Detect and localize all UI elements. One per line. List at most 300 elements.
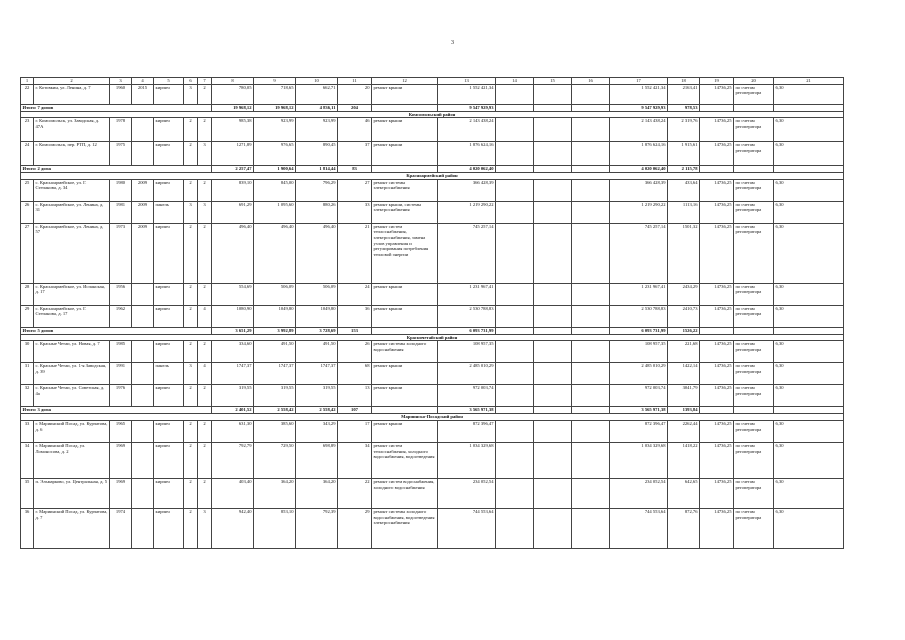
table-cell xyxy=(572,305,610,327)
table-cell: 780,05 xyxy=(212,84,254,104)
subtotal-cell xyxy=(734,407,774,414)
table-cell: 221,68 xyxy=(668,341,700,363)
subtotal-cell xyxy=(372,407,438,414)
subtotal-cell: 1 900,64 xyxy=(254,166,296,173)
table-cell: ремонт крыши xyxy=(372,363,438,385)
subtotal-cell: 1393,84 xyxy=(668,407,700,414)
subtotal-cell xyxy=(734,166,774,173)
district-row xyxy=(21,111,844,118)
table-cell: 2163,41 xyxy=(668,84,700,104)
table-cell: г. Котовкин, ул. Ленина, д. 7 xyxy=(34,84,110,104)
table-cell: г. Мариинский Посад, ул. Курчатова, д. 6 xyxy=(34,420,110,442)
table-cell: 23 xyxy=(21,118,34,142)
table-cell: 14736,25 xyxy=(700,118,734,142)
table-cell: 2 xyxy=(184,420,198,442)
table-cell: ремонт системы холодного водоснабжения xyxy=(372,341,438,363)
table-cell xyxy=(534,118,572,142)
table-cell: 2 xyxy=(198,283,212,305)
table-cell: ремонт систем теплоснабжения, электроснабжения, замена узлов управления и регулирования потребления тепловой энергии xyxy=(372,223,438,283)
table-cell xyxy=(534,305,572,327)
table-cell: 33 xyxy=(21,420,34,442)
table-cell: с. Красные Четаи, ул. 1-я Заводская, д. 39 xyxy=(34,363,110,385)
table-cell xyxy=(572,118,610,142)
table-cell: 6,30 xyxy=(774,118,844,142)
table-cell: 1422,14 xyxy=(668,363,700,385)
table-cell: по счетам регоператора xyxy=(734,442,774,478)
table-cell: ремонт системы электроснабжения xyxy=(372,179,438,201)
table-cell: 1 915,61 xyxy=(668,142,700,166)
table-cell: 4 xyxy=(198,305,212,327)
table-cell: 972 003,74 xyxy=(438,385,496,407)
table-cell: 29 xyxy=(21,305,34,327)
table-cell: 2 xyxy=(184,142,198,166)
table-cell: 6,30 xyxy=(774,201,844,223)
table-cell xyxy=(534,179,572,201)
table-cell: 6,30 xyxy=(774,305,844,327)
column-number: 13 xyxy=(438,78,496,85)
table-cell xyxy=(534,442,572,478)
table-cell: ремонт систем водоснабжения, холодного водоснабжения xyxy=(372,478,438,508)
table-cell: 985,38 xyxy=(212,118,254,142)
table-cell: 1975 xyxy=(110,142,132,166)
table-cell: 631,30 xyxy=(212,420,254,442)
table-cell xyxy=(572,201,610,223)
subtotal-cell xyxy=(372,327,438,334)
table-row xyxy=(21,363,844,385)
subtotal-cell: 19 968,12 xyxy=(212,104,254,111)
table-cell xyxy=(132,420,154,442)
table-cell: 1962 xyxy=(110,305,132,327)
table-cell: кирпич xyxy=(154,508,184,548)
subtotal-cell: 2 115,78 xyxy=(668,166,700,173)
table-cell: 2 xyxy=(184,478,198,508)
table-cell: ремонт крыши xyxy=(372,283,438,305)
table-cell: 2 xyxy=(198,478,212,508)
table-cell: 662,71 xyxy=(296,84,338,104)
table-cell: 718,65 xyxy=(254,84,296,104)
table-cell: 2 xyxy=(198,442,212,478)
table-cell: ремонт крыши xyxy=(372,84,438,104)
table-cell: 890,45 xyxy=(296,142,338,166)
table-cell: 6,30 xyxy=(774,363,844,385)
table-cell: кирпич xyxy=(154,283,184,305)
table-cell xyxy=(132,478,154,508)
column-number: 6 xyxy=(184,78,198,85)
table-cell: 14736,25 xyxy=(700,508,734,548)
table-cell: 839,10 xyxy=(212,179,254,201)
table-cell: кирпич xyxy=(154,223,184,283)
table-cell: г. Комсомольск, пер. РТП, д. 12 xyxy=(34,142,110,166)
subtotal-cell xyxy=(372,104,438,111)
table-cell: 2434,29 xyxy=(668,283,700,305)
table-cell: 2009 xyxy=(132,201,154,223)
table-cell: 3 xyxy=(198,201,212,223)
subtotal-cell: 2 257,47 xyxy=(212,166,254,173)
column-number: 20 xyxy=(734,78,774,85)
table-cell xyxy=(132,508,154,548)
table-cell xyxy=(496,142,534,166)
table-cell: 2 xyxy=(184,385,198,407)
table-cell: 32 xyxy=(21,385,34,407)
table-cell: 6,30 xyxy=(774,385,844,407)
table-cell: 433,64 xyxy=(668,179,700,201)
table-cell: кирпич xyxy=(154,385,184,407)
table-cell: по счетам регоператора xyxy=(734,478,774,508)
table-cell: 27 xyxy=(21,223,34,283)
table-cell xyxy=(572,283,610,305)
table-row xyxy=(21,201,844,223)
table-cell xyxy=(132,442,154,478)
table-cell: 2 xyxy=(184,442,198,478)
table-cell: 506,09 xyxy=(254,283,296,305)
table-cell: по счетам регоператора xyxy=(734,283,774,305)
table-cell: 972 003,74 xyxy=(610,385,668,407)
table-cell: 319,55 xyxy=(254,385,296,407)
table-cell: по счетам регоператора xyxy=(734,179,774,201)
table-cell: 1747,37 xyxy=(212,363,254,385)
table-cell: 366 428,39 xyxy=(610,179,668,201)
table-cell: кирпич xyxy=(154,442,184,478)
table-cell: 25 xyxy=(21,179,34,201)
table-cell: г. Мариинский Посад, ул. Курчатова, д. 7 xyxy=(34,508,110,548)
table-cell: 319,55 xyxy=(296,385,338,407)
table-cell xyxy=(496,478,534,508)
table-cell: 729,50 xyxy=(254,442,296,478)
table-cell: 1985 xyxy=(110,341,132,363)
subtotal-cell xyxy=(700,104,734,111)
table-cell: 36 xyxy=(338,305,372,327)
table-cell: 6,30 xyxy=(774,84,844,104)
table-cell: 491,50 xyxy=(296,341,338,363)
subtotal-cell xyxy=(496,407,534,414)
table-cell xyxy=(496,305,534,327)
table-row xyxy=(21,478,844,508)
table-cell: 366 428,39 xyxy=(438,179,496,201)
column-number: 18 xyxy=(668,78,700,85)
table-cell: 1080,90 xyxy=(212,305,254,327)
table-cell: 2 xyxy=(184,223,198,283)
table-cell: ремонт крыши xyxy=(372,385,438,407)
table-cell: 1 876 624,16 xyxy=(438,142,496,166)
subtotal-cell xyxy=(734,327,774,334)
table-cell: 364,20 xyxy=(296,478,338,508)
district-name: Комсомольский район xyxy=(21,111,844,118)
table-cell: 1976 xyxy=(110,385,132,407)
table-cell: по счетам регоператора xyxy=(734,201,774,223)
table-row xyxy=(21,283,844,305)
table-cell: ремонт крыши xyxy=(372,118,438,142)
table-cell: 1978 xyxy=(110,118,132,142)
table-cell: с. Красные Четаи, ул. Новая, д. 7 xyxy=(34,341,110,363)
table-cell: 2 319,76 xyxy=(668,118,700,142)
district-name: Красноармейский район xyxy=(21,173,844,180)
subtotal-cell: 83 xyxy=(338,166,372,173)
table-cell: 506,09 xyxy=(296,283,338,305)
table-cell: 343,29 xyxy=(296,420,338,442)
table-cell: 1747,37 xyxy=(296,363,338,385)
table-cell: 1 231 967,41 xyxy=(438,283,496,305)
table-cell: 792,79 xyxy=(212,442,254,478)
table-cell: 491,50 xyxy=(254,341,296,363)
subtotal-cell xyxy=(774,166,844,173)
subtotal-cell: 3 728,69 xyxy=(296,327,338,334)
table-cell: 2 xyxy=(198,223,212,283)
table-cell: кирпич xyxy=(154,420,184,442)
table-cell: по счетам регоператора xyxy=(734,385,774,407)
table-cell: панель xyxy=(154,363,184,385)
subtotal-cell: 9 547 929,93 xyxy=(610,104,668,111)
repair-program-table xyxy=(20,77,844,549)
table-cell: 744 553,64 xyxy=(438,508,496,548)
table-cell: 14736,25 xyxy=(700,341,734,363)
table-cell xyxy=(132,305,154,327)
subtotal-cell xyxy=(700,407,734,414)
table-cell: панель xyxy=(154,201,184,223)
table-cell: 2 143 438,24 xyxy=(610,118,668,142)
table-cell: 4 xyxy=(198,363,212,385)
table-cell: по счетам регоператора xyxy=(734,84,774,104)
table-cell xyxy=(496,420,534,442)
table-cell: 845,00 xyxy=(254,179,296,201)
table-cell: 3 xyxy=(198,142,212,166)
subtotal-cell: 2 558,42 xyxy=(254,407,296,414)
subtotal-cell: 204 xyxy=(338,104,372,111)
subtotal-row xyxy=(21,104,844,111)
table-cell: 2 xyxy=(198,84,212,104)
table-cell xyxy=(132,283,154,305)
subtotal-cell: 3 651,29 xyxy=(212,327,254,334)
table-cell: ремонт систем теплоснабжения, холодного водоснабжения, водоотведения xyxy=(372,442,438,478)
table-cell: 2 xyxy=(198,385,212,407)
table-cell: 26 xyxy=(338,341,372,363)
subtotal-label: Итого: 5 домов xyxy=(21,327,212,334)
table-cell xyxy=(496,201,534,223)
table-cell xyxy=(496,508,534,548)
column-number: 10 xyxy=(296,78,338,85)
table-cell: 1 219 290,22 xyxy=(610,201,668,223)
subtotal-cell: 4 836,11 xyxy=(296,104,338,111)
table-cell: 1974 xyxy=(110,508,132,548)
column-number: 9 xyxy=(254,78,296,85)
table-cell: 46 xyxy=(338,118,372,142)
subtotal-cell xyxy=(572,407,610,414)
table-cell: 6,30 xyxy=(774,142,844,166)
table-cell: кирпич xyxy=(154,179,184,201)
table-row xyxy=(21,442,844,478)
subtotal-cell xyxy=(700,327,734,334)
table-cell: 14736,25 xyxy=(700,478,734,508)
table-cell: 976,65 xyxy=(254,142,296,166)
table-cell: 14736,25 xyxy=(700,283,734,305)
table-cell: 496,40 xyxy=(296,223,338,283)
table-cell: ремонт крыши xyxy=(372,305,438,327)
table-cell: п. Эльмарково, ул. Центральная, д. 5 xyxy=(34,478,110,508)
subtotal-cell xyxy=(496,104,534,111)
table-cell: 14736,25 xyxy=(700,84,734,104)
table-cell: 31 xyxy=(21,363,34,385)
subtotal-row xyxy=(21,327,844,334)
table-cell: 37 xyxy=(338,142,372,166)
table-cell: 3 xyxy=(198,508,212,548)
table-cell: 1 552 421,34 xyxy=(610,84,668,104)
table-cell: 27 xyxy=(338,179,372,201)
table-row xyxy=(21,420,844,442)
table-cell: 14736,25 xyxy=(700,179,734,201)
subtotal-cell xyxy=(534,104,572,111)
table-cell: 853,10 xyxy=(254,508,296,548)
table-cell: 1969 xyxy=(110,442,132,478)
column-number: 5 xyxy=(154,78,184,85)
table-cell: 14736,25 xyxy=(700,142,734,166)
column-number: 19 xyxy=(700,78,734,85)
subtotal-cell: 1526,22 xyxy=(668,327,700,334)
table-cell: 33 xyxy=(338,201,372,223)
subtotal-cell: 4 020 062,40 xyxy=(438,166,496,173)
column-number: 2 xyxy=(34,78,110,85)
table-cell: 942,40 xyxy=(212,508,254,548)
subtotal-cell: 6 093 731,99 xyxy=(610,327,668,334)
table-cell: по счетам регоператора xyxy=(734,508,774,548)
subtotal-cell: 153 xyxy=(338,327,372,334)
table-cell xyxy=(534,283,572,305)
table-cell: кирпич xyxy=(154,305,184,327)
table-cell: 6,30 xyxy=(774,508,844,548)
table-cell: 698,89 xyxy=(296,442,338,478)
table-cell: 642,65 xyxy=(668,478,700,508)
table-cell: 24 xyxy=(21,142,34,166)
subtotal-cell xyxy=(700,166,734,173)
subtotal-cell: 4 020 062,40 xyxy=(610,166,668,173)
subtotal-cell: 1 814,44 xyxy=(296,166,338,173)
table-cell: 319,55 xyxy=(212,385,254,407)
table-cell: 2 xyxy=(184,283,198,305)
table-row xyxy=(21,305,844,327)
table-cell: 6,30 xyxy=(774,478,844,508)
table-cell: по счетам регоператора xyxy=(734,118,774,142)
subtotal-cell: 978,53 xyxy=(668,104,700,111)
table-cell xyxy=(534,223,572,283)
table-cell: с. Красноармейское, ул. Г. Степанова, д. 34 xyxy=(34,179,110,201)
table-cell: 6,30 xyxy=(774,223,844,283)
table-cell xyxy=(572,442,610,478)
column-number: 16 xyxy=(572,78,610,85)
table-cell: 364,20 xyxy=(254,478,296,508)
table-cell: 234 052,54 xyxy=(438,478,496,508)
table-cell: 2 143 438,24 xyxy=(438,118,496,142)
table-cell: 13 xyxy=(338,385,372,407)
table-cell: ремонт крыши xyxy=(372,142,438,166)
table-cell: 745 257,14 xyxy=(438,223,496,283)
table-cell: 108 957,35 xyxy=(610,341,668,363)
subtotal-cell xyxy=(534,407,572,414)
table-cell: 2262,44 xyxy=(668,420,700,442)
page-number: 3 xyxy=(451,40,454,46)
column-number: 8 xyxy=(212,78,254,85)
table-cell: 792,39 xyxy=(296,508,338,548)
table-cell xyxy=(572,179,610,201)
table-cell: 35 xyxy=(21,478,34,508)
subtotal-cell xyxy=(774,407,844,414)
table-cell xyxy=(572,385,610,407)
table-cell: 691,29 xyxy=(212,201,254,223)
table-cell: по счетам регоператора xyxy=(734,363,774,385)
district-row xyxy=(21,334,844,341)
table-cell: 2 xyxy=(184,179,198,201)
table-cell: 2 530 788,83 xyxy=(438,305,496,327)
column-number: 1 xyxy=(21,78,34,85)
table-cell: 20 xyxy=(338,84,372,104)
table-cell xyxy=(534,478,572,508)
table-cell xyxy=(572,84,610,104)
subtotal-cell xyxy=(774,104,844,111)
table-cell: ремонт крыши, системы электроснабжения xyxy=(372,201,438,223)
table-cell: 2009 xyxy=(132,179,154,201)
table-row xyxy=(21,341,844,363)
column-number: 12 xyxy=(372,78,438,85)
table-cell xyxy=(572,478,610,508)
table-cell: 880,26 xyxy=(296,201,338,223)
table-cell: 14736,25 xyxy=(700,442,734,478)
table-cell xyxy=(534,363,572,385)
table-cell: 17 xyxy=(338,420,372,442)
column-number: 21 xyxy=(774,78,844,85)
subtotal-label: Итого: 2 дома xyxy=(21,166,212,173)
table-cell: 14736,25 xyxy=(700,223,734,283)
table-cell: 554,69 xyxy=(212,283,254,305)
table-cell: 6,30 xyxy=(774,420,844,442)
table-cell: кирпич xyxy=(154,118,184,142)
table-cell xyxy=(132,363,154,385)
table-cell: 872 396,47 xyxy=(610,420,668,442)
table-cell: 1 219 290,22 xyxy=(438,201,496,223)
table-cell xyxy=(534,142,572,166)
table-cell: 14736,25 xyxy=(700,201,734,223)
table-cell: 2 xyxy=(184,341,198,363)
table-cell: 14736,25 xyxy=(700,305,734,327)
subtotal-cell xyxy=(534,327,572,334)
table-cell: г. Мариинский Посад, ул. Ломоносова, д. 2 xyxy=(34,442,110,478)
table-cell xyxy=(496,84,534,104)
table-cell: 6,30 xyxy=(774,341,844,363)
table-cell: 744 553,64 xyxy=(610,508,668,548)
subtotal-cell: 3 992,89 xyxy=(254,327,296,334)
table-cell: 1960 xyxy=(110,84,132,104)
table-cell: с. Красноармейское, ул. Г. Степанова, д. 17 xyxy=(34,305,110,327)
table-cell: 496,40 xyxy=(212,223,254,283)
table-cell: по счетам регоператора xyxy=(734,305,774,327)
table-cell: 1 034 329,68 xyxy=(610,442,668,478)
table-row xyxy=(21,84,844,104)
table-cell: с. Красноармейское, ул. Ленина, д. 31 xyxy=(34,201,110,223)
table-cell: по счетам регоператора xyxy=(734,420,774,442)
table-row xyxy=(21,179,844,201)
table-cell xyxy=(496,223,534,283)
district-name: Красночетайский район xyxy=(21,334,844,341)
table-cell: 3 xyxy=(184,84,198,104)
subtotal-cell xyxy=(496,327,534,334)
column-number: 15 xyxy=(534,78,572,85)
table-cell: 3 xyxy=(184,201,198,223)
column-number: 4 xyxy=(132,78,154,85)
table-cell: 1981 xyxy=(110,201,132,223)
table-cell xyxy=(496,385,534,407)
table-cell: 29 xyxy=(338,508,372,548)
table-cell xyxy=(534,84,572,104)
table-row xyxy=(21,142,844,166)
table-cell: 6,30 xyxy=(774,283,844,305)
table-cell: 1965 xyxy=(110,420,132,442)
table-cell: по счетам регоператора xyxy=(734,341,774,363)
